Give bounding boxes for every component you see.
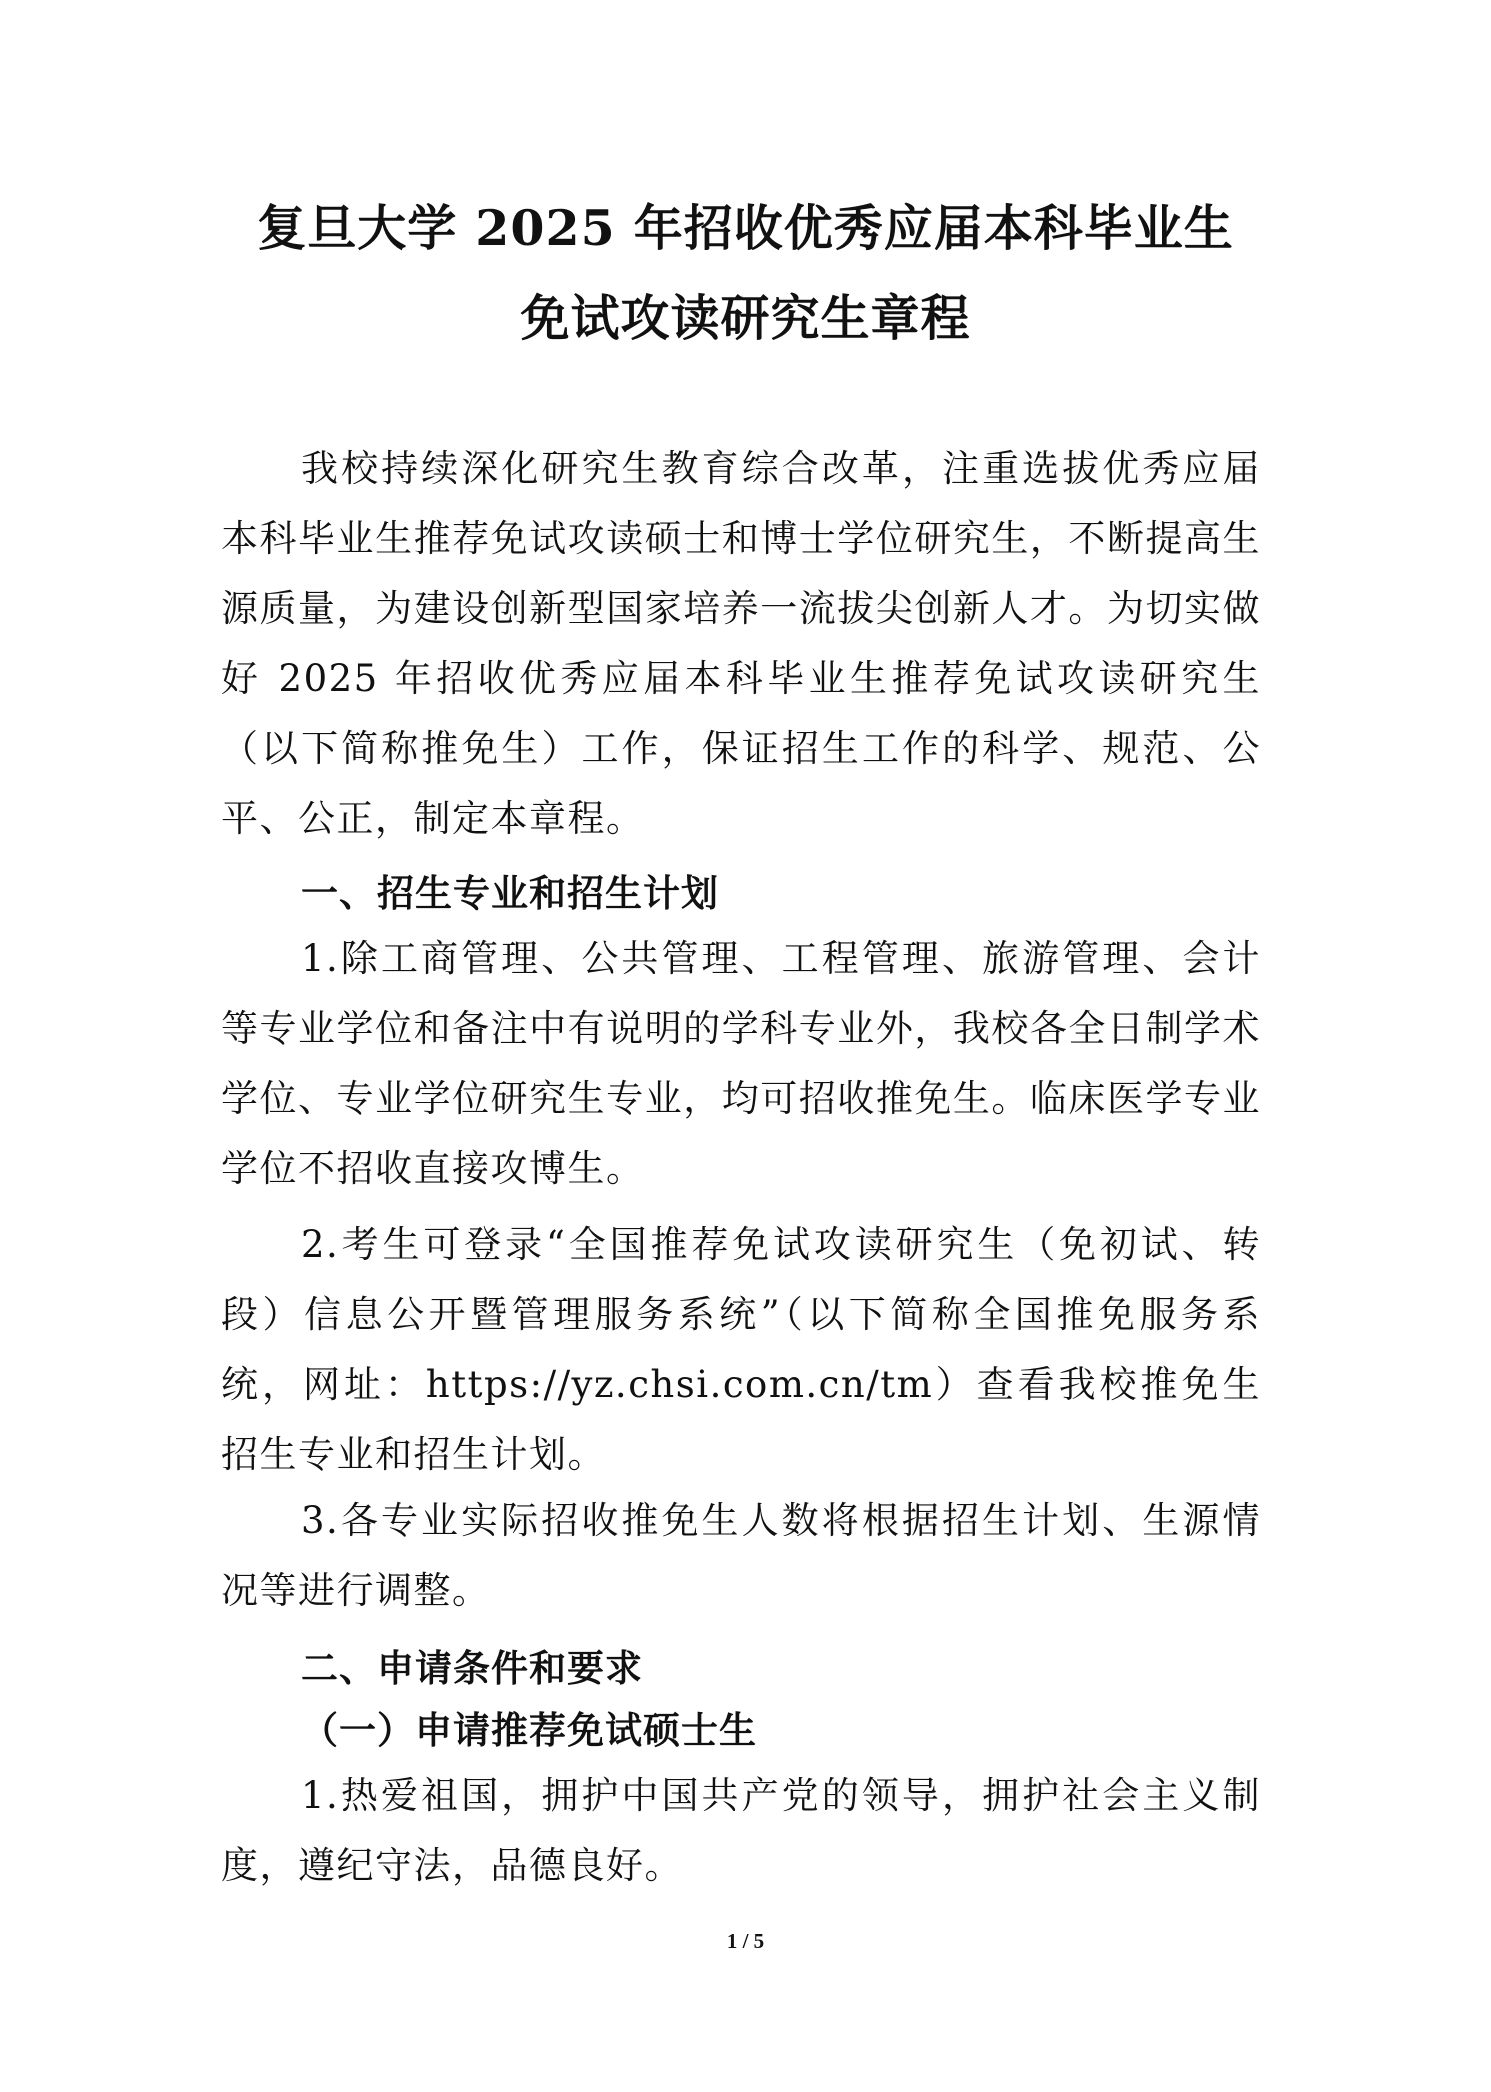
section-1-heading: 一、招生专业和招生计划 <box>301 872 719 915</box>
section-2-subheading: （一）申请推荐免试硕士生 <box>301 1708 757 1752</box>
section-1-item-2: 2.考生可登录“全国推荐免试攻读研究生（免初试、转段）信息公开暨管理服务系统”（以下简称全国推免服务系统，网址：https://yz.chsi.com.cn/tm）查看我校推免生招生专业和招生计划。 <box>221 1223 1261 1476</box>
intro-paragraph: 我校持续深化研究生教育综合改革，注重选拔优秀应届本科毕业生推荐免试攻读硕士和博士学位研究生，不断提高生源质量，为建设创新型国家培养一流拔尖创新人才。为切实做好 2025 年招收优秀应届本科毕业生推荐免试攻读研究生（以下简称推免生）工作，保证招生工作的科学、规范、公平、公正，制定本章程。 <box>221 447 1261 840</box>
section-1-item-3: 3.各专业实际招收推免生人数将根据招生计划、生源情况等进行调整。 <box>221 1499 1261 1612</box>
document-title-line-1: 复旦大学 2025 年招收优秀应届本科毕业生 <box>257 199 1234 257</box>
section-1-item-1: 1.除工商管理、公共管理、工程管理、旅游管理、会计等专业学位和备注中有说明的学科专业外，我校各全日制学术学位、专业学位研究生专业，均可招收推免生。临床医学专业学位不招收直接攻博生。 <box>221 937 1261 1190</box>
page-number: 1 / 5 <box>726 1929 765 1953</box>
section-2-item-1: 1.热爱祖国，拥护中国共产党的领导，拥护社会主义制度，遵纪守法，品德良好。 <box>221 1774 1261 1887</box>
document-title-line-2: 免试攻读研究生章程 <box>520 289 971 347</box>
section-2-heading: 二、申请条件和要求 <box>301 1647 643 1690</box>
